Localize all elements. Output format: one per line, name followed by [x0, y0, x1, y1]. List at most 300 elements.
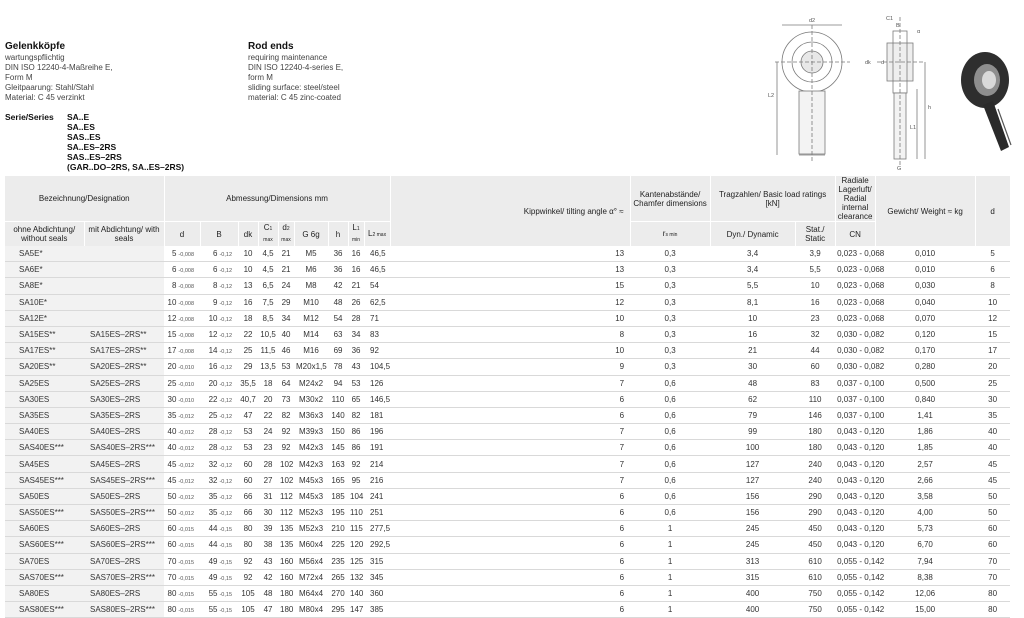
cell-g: M64x4: [294, 585, 328, 601]
cell-d: [164, 391, 200, 407]
cell-static: 146: [795, 407, 835, 423]
table-row: [5, 326, 1024, 342]
drawing-label-b: B: [896, 23, 900, 29]
cell-designation-without-seals: SAS45ES***: [5, 472, 84, 488]
chamfer-header: Kantenabstände/ Chamfer dimensions: [630, 176, 710, 222]
cell-clearance: 0,023 - 0,068: [835, 246, 875, 262]
english-line: requiring maintenance: [248, 53, 328, 62]
cell-d-end: 15: [975, 326, 1010, 342]
table-row: [5, 553, 1024, 569]
cell-designation-without-seals: SA8E*: [5, 278, 84, 294]
cell-designation-with-seals: SA35ES–2RS: [84, 407, 164, 423]
cell-g: M45x3: [294, 472, 328, 488]
cell-h: 48: [328, 294, 348, 310]
cell-weight: 0,120: [875, 326, 975, 342]
cell-clearance: 0,043 - 0,120: [835, 424, 875, 440]
cell-static: 240: [795, 472, 835, 488]
cell-designation-with-seals: SAS60ES–2RS***: [84, 537, 164, 553]
cell-clearance: 0,037 - 0,100: [835, 375, 875, 391]
cell-tilt-angle: 7: [390, 440, 630, 456]
cell-chamfer: 1: [630, 521, 710, 537]
cell-l2: 83: [364, 326, 390, 342]
cell-d-tolerance: -0,015: [178, 527, 195, 534]
cell-l1: 110: [348, 505, 364, 521]
cell-chamfer: 0,6: [630, 488, 710, 504]
cell-b-tolerance: -0,15: [219, 592, 233, 599]
cell-d: [164, 407, 200, 423]
cell-designation-without-seals: SAS40ES***: [5, 440, 84, 456]
cell-designation-with-seals: [84, 246, 164, 262]
cell-d: [164, 488, 200, 504]
cell-chamfer: 0,6: [630, 505, 710, 521]
cell-d-end: 25: [975, 375, 1010, 391]
cell-tilt-angle: 6: [390, 569, 630, 585]
cell-dk: 29: [238, 359, 258, 375]
cell-c1: 11,5: [258, 343, 278, 359]
cell-d-end: 40: [975, 440, 1010, 456]
cell-b-value: 35: [208, 491, 218, 501]
cell-clearance: 0,043 - 0,120: [835, 488, 875, 504]
cell-dk: 60: [238, 472, 258, 488]
cell-d: [164, 585, 200, 601]
cell-c1: 22: [258, 407, 278, 423]
cell-b-value: 44: [208, 524, 218, 534]
cell-d-tolerance: -0,008: [178, 252, 195, 259]
cell-b-value: 44: [208, 540, 218, 550]
cell-tilt-angle: 6: [390, 407, 630, 423]
cell-l1: 125: [348, 553, 364, 569]
cell-weight: 15,00: [875, 602, 975, 618]
table-row: [5, 424, 1024, 440]
cell-d-value: 8: [171, 281, 177, 291]
cell-designation-with-seals: SA15ES–2RS**: [84, 326, 164, 342]
cell-b: [200, 537, 238, 553]
cell-g: M45x3: [294, 488, 328, 504]
cell-designation-without-seals: SA30ES: [5, 391, 84, 407]
cell-l2: 385: [364, 602, 390, 618]
cell-c1: 28: [258, 456, 278, 472]
cell-tilt-angle: 6: [390, 585, 630, 601]
cell-d-end: 60: [975, 537, 1010, 553]
cell-b: [200, 424, 238, 440]
cell-static: 610: [795, 569, 835, 585]
cell-d-end: 5: [975, 246, 1010, 262]
cell-h: 163: [328, 456, 348, 472]
cell-b-tolerance: -0,15: [219, 575, 233, 582]
cell-static: 750: [795, 585, 835, 601]
cell-b-value: 16: [208, 362, 218, 372]
cell-static: 290: [795, 488, 835, 504]
cell-d2: 24: [278, 278, 294, 294]
cell-d-value: 6: [171, 265, 177, 275]
cell-designation-with-seals: [84, 262, 164, 278]
english-line: DIN ISO 12240-4-series E,: [248, 63, 344, 72]
cell-clearance: 0,023 - 0,068: [835, 294, 875, 310]
cell-dk: 10: [238, 262, 258, 278]
cell-l2: 315: [364, 553, 390, 569]
cell-static: 450: [795, 521, 835, 537]
cell-b: [200, 569, 238, 585]
cell-designation-with-seals: [84, 310, 164, 326]
table-row: [5, 456, 1024, 472]
table-row: [5, 440, 1024, 456]
cell-c1: 48: [258, 585, 278, 601]
german-line: DIN ISO 12240-4-Maßreihe E,: [5, 63, 113, 72]
cell-b-value: 25: [208, 410, 218, 420]
cell-weight: 2,57: [875, 456, 975, 472]
cell-static: 83: [795, 375, 835, 391]
cell-d-tolerance: -0,008: [178, 300, 195, 307]
cell-d2: 21: [278, 262, 294, 278]
cell-designation-without-seals: SA15ES**: [5, 326, 84, 342]
cell-d: [164, 569, 200, 585]
cell-b-tolerance: -0,12: [219, 478, 233, 485]
cell-designation-with-seals: SA70ES–2RS: [84, 553, 164, 569]
cell-d: [164, 424, 200, 440]
cell-b-value: 6: [213, 249, 218, 259]
cell-tilt-angle: 6: [390, 391, 630, 407]
cell-l2: 181: [364, 407, 390, 423]
cell-b: [200, 262, 238, 278]
cell-c1: 6,5: [258, 278, 278, 294]
cell-clearance: 0,055 - 0,142: [835, 553, 875, 569]
cell-b-tolerance: -0,15: [219, 608, 233, 615]
cell-dk: 60: [238, 456, 258, 472]
cell-d-end: 70: [975, 553, 1010, 569]
cell-tilt-angle: 9: [390, 359, 630, 375]
col-l2: L2 max: [364, 222, 390, 247]
series-value: SA..ES: [67, 122, 95, 132]
d-end-header: d: [975, 176, 1010, 246]
cell-dk: 18: [238, 310, 258, 326]
cell-c1: 4,5: [258, 246, 278, 262]
cell-l2: 196: [364, 424, 390, 440]
cell-l1: 34: [348, 326, 364, 342]
cell-chamfer: 0,3: [630, 278, 710, 294]
cell-d-value: 45: [167, 475, 177, 485]
cell-d-value: 50: [167, 491, 177, 501]
cell-d-tolerance: -0,008: [178, 284, 195, 291]
cell-l1: 26: [348, 294, 364, 310]
cell-b: [200, 585, 238, 601]
cell-g: M42x3: [294, 440, 328, 456]
cell-l1: 86: [348, 440, 364, 456]
english-title: Rod ends: [248, 41, 294, 52]
cell-dynamic: 79: [710, 407, 795, 423]
cell-l2: 54: [364, 278, 390, 294]
cell-d-end: 45: [975, 472, 1010, 488]
cell-g: M8: [294, 278, 328, 294]
cell-l2: 214: [364, 456, 390, 472]
cell-tilt-angle: 7: [390, 456, 630, 472]
cell-g: M6: [294, 262, 328, 278]
cell-l1: 36: [348, 343, 364, 359]
cell-tilt-angle: 13: [390, 246, 630, 262]
cell-clearance: 0,043 - 0,120: [835, 456, 875, 472]
cell-tilt-angle: 6: [390, 553, 630, 569]
cell-designation-without-seals: SAS80ES***: [5, 602, 84, 618]
cell-g: M5: [294, 246, 328, 262]
cell-d-end: 10: [975, 294, 1010, 310]
cell-clearance: 0,030 - 0,082: [835, 343, 875, 359]
cell-d-tolerance: -0,012: [178, 462, 195, 469]
cell-g: M52x3: [294, 505, 328, 521]
cell-d2: 102: [278, 456, 294, 472]
cell-d: [164, 310, 200, 326]
cell-l1: 95: [348, 472, 364, 488]
cell-clearance: 0,023 - 0,068: [835, 310, 875, 326]
cell-h: 145: [328, 440, 348, 456]
cell-dk: 92: [238, 569, 258, 585]
cell-b: [200, 359, 238, 375]
cell-weight: 0,030: [875, 278, 975, 294]
cell-d2: 53: [278, 359, 294, 375]
col-c1: C1 max: [258, 222, 278, 247]
cell-dynamic: 400: [710, 602, 795, 618]
cell-b-value: 6: [213, 265, 218, 275]
cell-l2: 92: [364, 343, 390, 359]
cell-designation-without-seals: SA45ES: [5, 456, 84, 472]
cell-l1: 28: [348, 310, 364, 326]
cell-c1: 31: [258, 488, 278, 504]
cell-designation-without-seals: SA40ES: [5, 424, 84, 440]
cell-designation-without-seals: SA35ES: [5, 407, 84, 423]
cell-tilt-angle: 6: [390, 488, 630, 504]
cell-designation-without-seals: SAS70ES***: [5, 569, 84, 585]
cell-b-tolerance: -0,15: [219, 527, 233, 534]
cell-chamfer: 1: [630, 537, 710, 553]
cell-b-tolerance: -0,12: [219, 494, 233, 501]
cell-designation-with-seals: SAS70ES–2RS***: [84, 569, 164, 585]
cell-static: 450: [795, 537, 835, 553]
cell-d-end: 50: [975, 505, 1010, 521]
col-static: Stat./ Static: [795, 222, 835, 247]
cell-d-value: 17: [167, 346, 177, 356]
cell-l1: 120: [348, 537, 364, 553]
cell-d-value: 50: [167, 508, 177, 518]
cell-tilt-angle: 6: [390, 505, 630, 521]
cell-b-value: 12: [208, 330, 218, 340]
cell-weight: 0,500: [875, 375, 975, 391]
cell-d-end: 40: [975, 424, 1010, 440]
cell-d-value: 60: [167, 540, 177, 550]
cell-d2: 73: [278, 391, 294, 407]
cell-b-value: 9: [213, 297, 218, 307]
cell-designation-without-seals: SA25ES: [5, 375, 84, 391]
cell-designation-without-seals: SA20ES**: [5, 359, 84, 375]
cell-dk: 40,7: [238, 391, 258, 407]
cell-weight: 8,38: [875, 569, 975, 585]
cell-b-value: 14: [208, 346, 218, 356]
cell-b-value: 35: [208, 508, 218, 518]
cell-dynamic: 315: [710, 569, 795, 585]
cell-static: 610: [795, 553, 835, 569]
drawing-label-l2: L2: [768, 93, 775, 99]
cell-h: 42: [328, 278, 348, 294]
series-value: SA..ES–2RS: [67, 142, 117, 152]
cell-static: 23: [795, 310, 835, 326]
cell-b-value: 32: [208, 459, 218, 469]
col-dynamic: Dyn./ Dynamic: [710, 222, 795, 247]
cell-g: M80x4: [294, 602, 328, 618]
cell-tilt-angle: 12: [390, 294, 630, 310]
cell-g: M20x1,5: [294, 359, 328, 375]
cell-d2: 40: [278, 326, 294, 342]
cell-d2: 29: [278, 294, 294, 310]
cell-b-tolerance: -0,12: [219, 284, 233, 291]
cell-d2: 112: [278, 505, 294, 521]
cell-b-tolerance: -0,12: [219, 413, 233, 420]
table-row: [5, 407, 1024, 423]
cell-h: 94: [328, 375, 348, 391]
cell-b-value: 55: [208, 589, 218, 599]
table-row: [5, 343, 1024, 359]
cell-g: M39x3: [294, 424, 328, 440]
english-line: sliding surface: steel/steel: [248, 83, 340, 92]
cell-l2: 46,5: [364, 262, 390, 278]
cell-b-tolerance: -0,12: [219, 511, 233, 518]
cell-g: M24x2: [294, 375, 328, 391]
cell-designation-without-seals: SAS60ES***: [5, 537, 84, 553]
cell-h: 36: [328, 262, 348, 278]
cell-b: [200, 407, 238, 423]
drawing-label-d2: d2: [809, 18, 816, 24]
cell-b-tolerance: -0,12: [219, 462, 233, 469]
rod-end-product-image: [961, 52, 1011, 151]
cell-chamfer: 0,3: [630, 246, 710, 262]
cell-b-value: 20: [208, 378, 218, 388]
table-row: [5, 246, 1024, 262]
cell-dk: 35,5: [238, 375, 258, 391]
cell-dk: 105: [238, 585, 258, 601]
cell-c1: 18: [258, 375, 278, 391]
cell-h: 36: [328, 246, 348, 262]
cell-d-value: 20: [167, 362, 177, 372]
cell-d-value: 70: [167, 556, 177, 566]
drawing-label-h: h: [928, 105, 932, 111]
cell-g: M72x4: [294, 569, 328, 585]
series-value: SAS..ES: [67, 132, 101, 142]
cell-l1: 140: [348, 585, 364, 601]
cell-dk: 47: [238, 407, 258, 423]
cell-d-end: 6: [975, 262, 1010, 278]
table-row: [5, 472, 1024, 488]
cell-d: [164, 521, 200, 537]
cell-weight: 6,70: [875, 537, 975, 553]
cell-dk: 92: [238, 553, 258, 569]
cell-d-tolerance: -0,012: [178, 413, 195, 420]
cell-d-value: 35: [167, 410, 177, 420]
cell-h: 165: [328, 472, 348, 488]
cell-b-tolerance: -0,12: [219, 397, 233, 404]
col-g: G 6g: [294, 222, 328, 247]
cell-b-tolerance: -0,12: [219, 446, 233, 453]
cell-d-tolerance: -0,008: [178, 268, 195, 275]
cell-clearance: 0,043 - 0,120: [835, 505, 875, 521]
without-seals-header: ohne Abdichtung/ without seals: [5, 222, 84, 247]
col-cn: CN: [835, 222, 875, 247]
drawing-label-c1: C1: [886, 16, 894, 22]
cell-d-end: 17: [975, 343, 1010, 359]
cell-chamfer: 1: [630, 569, 710, 585]
series-value: SAS..ES–2RS: [67, 152, 122, 162]
cell-clearance: 0,055 - 0,142: [835, 602, 875, 618]
cell-dynamic: 99: [710, 424, 795, 440]
cell-weight: 3,58: [875, 488, 975, 504]
drawing-label-d: d: [881, 60, 885, 66]
cell-d: [164, 440, 200, 456]
cell-dk: 16: [238, 294, 258, 310]
cell-designation-with-seals: SA17ES–2RS**: [84, 343, 164, 359]
cell-l1: 65: [348, 391, 364, 407]
table-row: [5, 359, 1024, 375]
series-value: SA..E: [67, 112, 90, 122]
cell-weight: 5,73: [875, 521, 975, 537]
cell-d-end: 30: [975, 391, 1010, 407]
cell-static: 180: [795, 424, 835, 440]
cell-static: 10: [795, 278, 835, 294]
cell-clearance: 0,037 - 0,100: [835, 391, 875, 407]
cell-l1: 53: [348, 375, 364, 391]
cell-d-end: 80: [975, 585, 1010, 601]
cell-d2: 135: [278, 537, 294, 553]
cell-designation-with-seals: SA30ES–2RS: [84, 391, 164, 407]
cell-weight: 1,85: [875, 440, 975, 456]
cell-dynamic: 8,1: [710, 294, 795, 310]
cell-clearance: 0,043 - 0,120: [835, 537, 875, 553]
cell-designation-without-seals: SAS50ES***: [5, 505, 84, 521]
cell-c1: 10,5: [258, 326, 278, 342]
cell-designation-without-seals: SA5E*: [5, 246, 84, 262]
cell-d: [164, 359, 200, 375]
cell-static: 290: [795, 505, 835, 521]
cell-c1: 20: [258, 391, 278, 407]
cell-tilt-angle: 13: [390, 262, 630, 278]
cell-g: M60x4: [294, 537, 328, 553]
cell-d-end: 8: [975, 278, 1010, 294]
cell-h: 265: [328, 569, 348, 585]
cell-d2: 112: [278, 488, 294, 504]
cell-weight: 12,06: [875, 585, 975, 601]
cell-d2: 64: [278, 375, 294, 391]
cell-dynamic: 400: [710, 585, 795, 601]
cell-dk: 10: [238, 246, 258, 262]
cell-b-value: 49: [208, 572, 218, 582]
cell-designation-with-seals: SA80ES–2RS: [84, 585, 164, 601]
cell-d2: 46: [278, 343, 294, 359]
col-l1: L1 min: [348, 222, 364, 247]
cell-l2: 251: [364, 505, 390, 521]
cell-designation-without-seals: SA17ES**: [5, 343, 84, 359]
cell-designation-with-seals: SA45ES–2RS: [84, 456, 164, 472]
german-line: Material: C 45 verzinkt: [5, 93, 85, 102]
cell-d-tolerance: -0,008: [178, 349, 195, 356]
cell-d2: 135: [278, 521, 294, 537]
cell-g: M52x3: [294, 521, 328, 537]
cell-c1: 42: [258, 569, 278, 585]
german-title: Gelenkköpfe: [5, 41, 66, 52]
cell-h: 54: [328, 310, 348, 326]
cell-tilt-angle: 10: [390, 343, 630, 359]
cell-d-end: 70: [975, 569, 1010, 585]
cell-dynamic: 48: [710, 375, 795, 391]
cell-l2: 292,5: [364, 537, 390, 553]
german-line: Form M: [5, 73, 33, 82]
cell-chamfer: 0,6: [630, 424, 710, 440]
cell-c1: 7,5: [258, 294, 278, 310]
cell-weight: 0,010: [875, 246, 975, 262]
cell-d-tolerance: -0,012: [178, 446, 195, 453]
